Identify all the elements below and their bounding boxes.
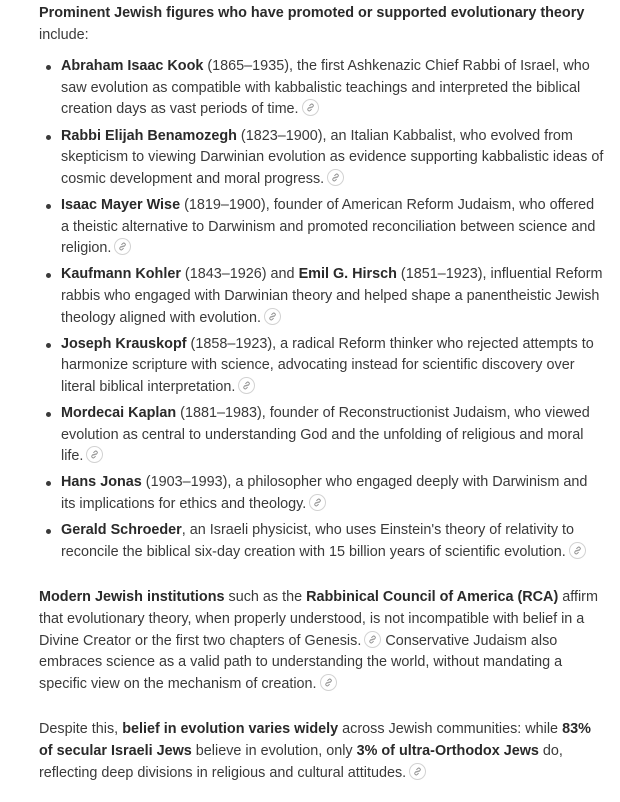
list-item [61,264,604,329]
belief-bold-2: 83% of secular Israeli Jews [39,721,591,759]
link-icon[interactable] [302,99,319,116]
figure-text: (1903–1993), a philosopher who engaged deeply with Darwinism and its implications for ethics and theology. [61,474,588,513]
figure-text: (1858–1923), a radical Reform thinker who rejected attempts to harmonize scripture with science, advocating instead for scientific discovery over literal biblical interpretation. [61,335,594,395]
figure-name: Abraham Isaac Kook [61,58,204,75]
list-item [61,403,604,468]
link-icon[interactable] [320,674,337,691]
link-icon[interactable] [364,631,381,648]
intro-tail: include: [39,26,89,43]
figure-name: Hans Jonas [61,474,142,491]
belief-bold-1: belief in evolution varies widely [122,721,339,738]
link-icon[interactable] [309,494,326,511]
list-item [61,126,604,191]
list-item [61,334,604,399]
figure-name: Kaufmann Kohler [61,266,181,283]
figure-text: , an Israeli physicist, who uses Einstein's theory of relativity to reconcile the biblical six-day creation with 15 billion years of scientific evolution. [61,522,575,560]
list-item [61,56,604,121]
intro-heading: Prominent Jewish figures who have promoted or supported evolutionary theory [39,5,585,21]
intro-paragraph [39,3,604,46]
figures-list [39,56,604,563]
figure-text: (1865–1935), the first Ashkenazic Chief Rabbi of Israel, who saw evolution as compatible with kabbalistic teachings and interpreted the biblical creation days as vast periods of time. [61,58,590,118]
list-item [61,195,604,260]
institutions-bold-2: Rabbinical Council of America (RCA) [306,589,559,606]
institutions-paragraph [39,587,604,695]
figure-name: Mordecai Kaplan [61,405,177,422]
figure-text: (1823–1900), an Italian Kabbalist, who evolved from skepticism to viewing Darwinian evolution as evidence supporting kabbalistic ideas of cosmic development and moral progress. [61,127,604,187]
belief-bold-3: 3% of ultra-Orthodox Jews [356,742,539,759]
link-icon[interactable] [114,238,131,255]
list-item [61,472,604,515]
figure-name-2: Emil G. Hirsch [298,266,397,283]
figure-name: Gerald Schroeder [61,522,182,539]
institutions-text-3: Conservative Judaism also embraces science as a valid path to understanding the world, without mandating a specific view on the mechanism of creation. [39,632,563,692]
link-icon[interactable] [86,446,103,463]
link-icon[interactable] [409,763,426,780]
belief-text-4: do, reflecting deep divisions in religious and cultural attitudes. [39,742,563,781]
figure-text: (1881–1983), founder of Reconstructionist Judaism, who viewed evolution as central to understanding God and the unfolding of religious and moral life. [61,405,590,465]
figure-name: Joseph Krauskopf [61,335,187,352]
belief-paragraph [39,719,604,784]
link-icon[interactable] [327,169,344,186]
link-icon[interactable] [264,308,281,325]
figure-text: (1851–1923), influential Reform rabbis who engaged with Darwinian theory and helped shape a panentheistic Jewish theology aligned with evolution. [61,266,603,326]
institutions-text-2: affirm that evolutionary theory, when properly understood, is not incompatible with belief in a Divine Creator or the first two chapters of Genesis. [39,589,598,649]
figure-text: (1819–1900), founder of American Reform Judaism, who offered a theistic alternative to Darwinism and promoted reconciliation between science and religion. [61,196,596,257]
figure-name: Rabbi Elijah Benamozegh [61,127,237,144]
figure-name: Isaac Mayer Wise [61,196,181,213]
belief-text-1: Despite this, [39,721,123,738]
belief-text-2: across Jewish communities: while [338,721,563,738]
link-icon[interactable] [569,542,586,559]
list-item [61,520,604,563]
belief-text-3: believe in evolution, only [191,742,357,759]
institutions-bold-1: Modern Jewish institutions [39,589,225,606]
figure-mid: (1843–1926) and [180,266,299,283]
institutions-text-1: such as the [224,589,307,606]
link-icon[interactable] [238,377,255,394]
